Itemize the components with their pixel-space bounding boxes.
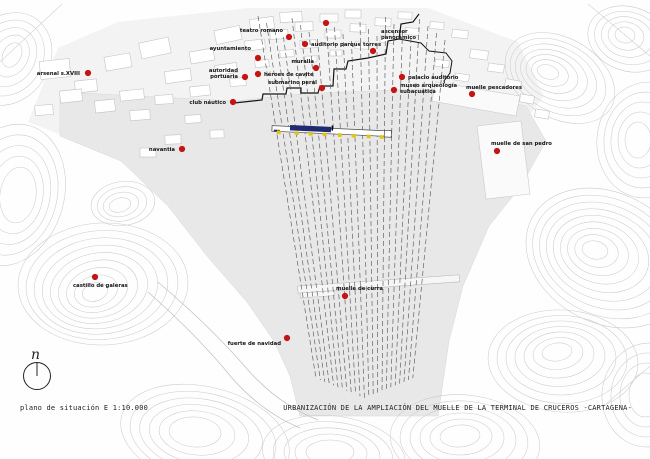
poi-label-submarino-peral: submarino peral xyxy=(268,80,317,86)
building-block xyxy=(35,104,54,115)
contour-ring xyxy=(589,76,650,205)
contour-ring xyxy=(306,440,354,459)
contour-ring xyxy=(512,172,650,343)
bollard-marker xyxy=(295,131,299,135)
contour-ring xyxy=(0,152,49,238)
contour-ring xyxy=(485,305,642,417)
bollard-marker xyxy=(338,133,342,137)
contour-ring xyxy=(597,11,650,62)
contour-ring xyxy=(53,253,143,325)
harbour-water xyxy=(60,89,546,416)
poi-dot-heroes-de-cavite xyxy=(255,71,261,77)
contour-ring xyxy=(108,196,133,215)
poi-dot-muelle-de-curra xyxy=(342,293,348,299)
building-block xyxy=(185,114,202,123)
poi-dot-teatro-romano xyxy=(286,34,292,40)
building-block xyxy=(94,99,115,113)
poi-label-ascensor-panoramico: ascensor xyxy=(381,29,408,35)
bollard-marker xyxy=(380,135,384,139)
poi-dot-ascensor-panoramico xyxy=(370,48,376,54)
poi-dot-unlabeled-dot-top xyxy=(323,20,329,26)
poi-label-muelle-de-san-pedro: muelle de san pedro xyxy=(491,141,552,147)
poi-label-muelle-pescadores: muelle pescadores xyxy=(466,85,522,91)
poi-dot-palacio-auditorio xyxy=(399,74,405,80)
poi-label-museo-arqueologia-subacuatica: subacuática xyxy=(400,88,436,95)
contour-ring xyxy=(580,238,609,261)
contour-ring xyxy=(571,230,621,272)
poi-dot-ayuntamiento xyxy=(255,55,261,61)
contour-ring xyxy=(608,100,650,180)
poi-dot-fuerte-de-navidad xyxy=(284,335,290,341)
poi-dot-muelle-pescadores xyxy=(469,91,475,97)
building-block xyxy=(165,135,181,145)
bollard-marker xyxy=(323,133,327,137)
bollard-marker xyxy=(309,132,313,136)
building-block xyxy=(155,94,174,104)
poi-dot-navantia xyxy=(179,146,185,152)
sheet-corner-line xyxy=(0,4,62,62)
poi-label-ayuntamiento: ayuntamiento xyxy=(209,46,251,52)
contour-ring xyxy=(94,183,149,225)
pier-tick xyxy=(331,126,333,131)
building-block xyxy=(350,24,366,33)
contour-ring xyxy=(562,221,634,282)
contour-ring xyxy=(617,111,650,169)
building-block xyxy=(430,22,444,30)
poi-label-muelle-de-curra: muelle de curra xyxy=(336,286,383,292)
poi-dot-muelle-de-san-pedro xyxy=(494,148,500,154)
plan-scale-label: plano de situación E 1:10.000 xyxy=(20,404,149,412)
poi-label-arsenal: arsenal s.XVIII xyxy=(36,71,80,77)
building-block xyxy=(190,85,211,97)
poi-dot-submarino-peral xyxy=(319,85,325,91)
contour-ring xyxy=(629,373,650,417)
poi-label-club-nautico: club náutico xyxy=(189,100,226,106)
building-block xyxy=(59,89,82,103)
poi-dot-arsenal xyxy=(85,70,91,76)
poi-label-ascensor-panoramico: panorámico xyxy=(381,34,417,41)
poi-label-teatro-romano: teatro romano xyxy=(239,28,283,34)
building-block xyxy=(280,11,303,23)
bollard-marker xyxy=(277,130,281,134)
poi-label-heroes-de-cavite: héroes de cavite xyxy=(264,72,314,78)
contour-ring xyxy=(0,28,37,83)
poi-dot-club-nautico xyxy=(230,99,236,105)
contour-ring xyxy=(532,192,650,317)
contour-ring xyxy=(134,389,269,459)
building-block xyxy=(280,50,294,58)
contour-ring xyxy=(522,182,650,330)
poi-label-autoridad-portuaria: autoridad xyxy=(208,68,238,74)
contour-ring xyxy=(535,62,560,82)
contour-ring xyxy=(101,189,141,220)
building-block xyxy=(345,10,361,18)
contour-ring xyxy=(599,88,650,192)
contour-ring xyxy=(294,433,367,459)
contour-ring xyxy=(145,398,252,459)
building-block xyxy=(130,109,151,120)
contour-ring xyxy=(429,418,492,456)
bollard-marker xyxy=(367,135,371,139)
contour-ring xyxy=(541,341,573,363)
poi-label-auditorio-parque-torres: auditorio parque torres xyxy=(311,42,382,48)
poi-label-navantia: navantia xyxy=(148,147,175,153)
building-block xyxy=(435,59,450,67)
contour-ring xyxy=(625,122,650,158)
building-block xyxy=(398,12,412,19)
sheet-corner-line xyxy=(606,366,650,404)
contour-ring xyxy=(0,17,48,96)
contour-ring xyxy=(531,335,584,372)
building-block xyxy=(375,18,391,27)
poi-dot-museo-arqueologia-subacuatica xyxy=(391,87,397,93)
contour-ring xyxy=(0,39,26,70)
building-block xyxy=(210,130,224,138)
poi-label-muralla: muralla xyxy=(291,59,314,65)
contour-ring xyxy=(542,202,650,305)
building-block xyxy=(295,22,313,32)
poi-label-museo-arqueologia-subacuatica: museo arqueología xyxy=(400,83,458,89)
contour-ring xyxy=(168,415,222,449)
contour-ring xyxy=(552,212,647,294)
north-compass xyxy=(24,347,51,390)
poi-label-autoridad-portuaria: portuaria xyxy=(210,73,238,80)
pier-end-platform xyxy=(384,130,391,137)
contour-ring xyxy=(0,165,40,225)
poi-label-castillo-de-galeras: castillo de galeras xyxy=(73,283,128,289)
project-title: URBANIZACIÓN DE LA AMPLIACIÓN DEL MUELLE DE LA TERMINAL DE CRUCEROS -CARTAGENA- xyxy=(283,404,632,412)
san-pedro-pier xyxy=(477,121,530,199)
base-land-water xyxy=(28,8,546,416)
building-block xyxy=(452,29,469,39)
poi-dot-castillo-de-galeras xyxy=(92,274,98,280)
contour-ring xyxy=(619,362,650,428)
contour-ring xyxy=(420,413,504,459)
contour-ring xyxy=(439,424,480,449)
bollard-marker xyxy=(352,134,356,138)
contour-ring xyxy=(514,325,606,388)
building-block xyxy=(320,14,338,22)
building-block xyxy=(120,89,145,101)
contour-ring xyxy=(496,313,629,405)
poi-dot-auditorio-parque-torres xyxy=(302,41,308,47)
poi-dot-autoridad-portuaria xyxy=(242,74,248,80)
north-letter: n xyxy=(31,347,41,363)
poi-label-palacio-auditorio: palacio auditorio xyxy=(408,75,459,81)
contour-ring xyxy=(157,407,237,459)
poi-label-fuerte-de-navidad: fuerte de navidad xyxy=(227,341,281,347)
contour-ring xyxy=(0,125,70,265)
poi-dot-muralla xyxy=(313,65,319,71)
